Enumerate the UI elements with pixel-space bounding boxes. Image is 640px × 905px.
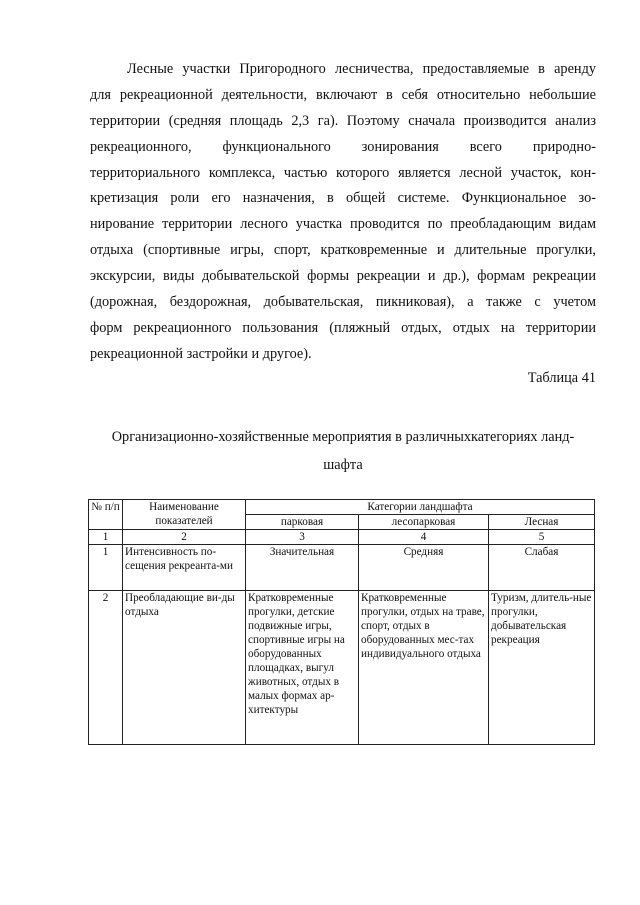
body-paragraph [90, 57, 596, 368]
table-row [89, 591, 595, 745]
header-cat-forest-park: лесопарковая [359, 515, 489, 530]
paragraph-line: нирование территории лесного участка проводится по преобладающим видам [90, 216, 596, 233]
paragraph-line: рекреационной застройки и другое). [90, 345, 312, 362]
header-categories: Категории ландшафта [246, 500, 595, 515]
row-num: 1 [89, 545, 123, 591]
row-name: Преобладающие ви-ды отдыха [123, 591, 246, 745]
caption-line: шафта [323, 457, 363, 473]
row-cell-forest: Слабая [489, 545, 595, 591]
paragraph-line: отдыха (спортивные игры, спорт, кратковременные и длительные прогулки, [90, 242, 596, 259]
row-cell-park: Кратковременные прогулки, детские подвижные игры, спортивные игры на оборудованных площадках, выгул животных, отдых в малых формах ар-хитектуры [246, 591, 359, 745]
header-name: Наименование показателей [123, 500, 246, 530]
paragraph-line: экскурсии, виды добывательской формы рекреации и др.), формам рекреации [90, 268, 596, 285]
paragraph-line: для рекреационной деятельности, включают в себя относительно небольшие [90, 86, 596, 103]
paragraph-line: Лесные участки Пригородного лесничества, предоставляемые в аренду [127, 61, 596, 77]
paragraph-line: территориального комплекса, частью которого является лесной участок, кон- [90, 164, 596, 181]
paragraph-line: (дорожная, бездорожная, добывательская, пикниковая), а также с учетом [90, 294, 596, 311]
index-cell: 5 [489, 530, 595, 545]
row-cell-forest-park: Средняя [359, 545, 489, 591]
paragraph-line: кретизация роли его назначения, в общей системе. Функциональное зо- [90, 190, 596, 207]
header-num: № п/п [89, 500, 123, 530]
paragraph-line: форм рекреационного пользования (пляжный отдых, отдых на территории [90, 319, 596, 336]
index-cell: 1 [89, 530, 123, 545]
table-row [89, 545, 595, 591]
header-cat-forest: Лесная [489, 515, 595, 530]
landscape-table [88, 499, 595, 745]
header-cat-park: парковая [246, 515, 359, 530]
index-cell: 3 [246, 530, 359, 545]
paragraph-line: рекреационного, функционального зонирования всего природно- [90, 138, 596, 155]
index-cell: 4 [359, 530, 489, 545]
index-cell: 2 [123, 530, 246, 545]
caption-line: Организационно-хозяйственные мероприятия в различныхкатегориях ланд- [111, 429, 575, 445]
table-number: Таблица 41 [527, 370, 596, 386]
row-cell-park: Значительная [246, 545, 359, 591]
table-caption [90, 423, 596, 479]
row-name: Интенсивность по-сещения рекреанта-ми [123, 545, 246, 591]
row-cell-forest: Туризм, длитель-ные прогулки, добывательская рекреация [489, 591, 595, 745]
paragraph-line: территории (средняя площадь 2,3 га). Поэтому сначала производится анализ [90, 112, 596, 129]
row-num: 2 [89, 591, 123, 745]
row-cell-forest-park: Кратковременные прогулки, отдых на траве, спорт, отдых в оборудованных мес-тах индивидуального отдыха [359, 591, 489, 745]
